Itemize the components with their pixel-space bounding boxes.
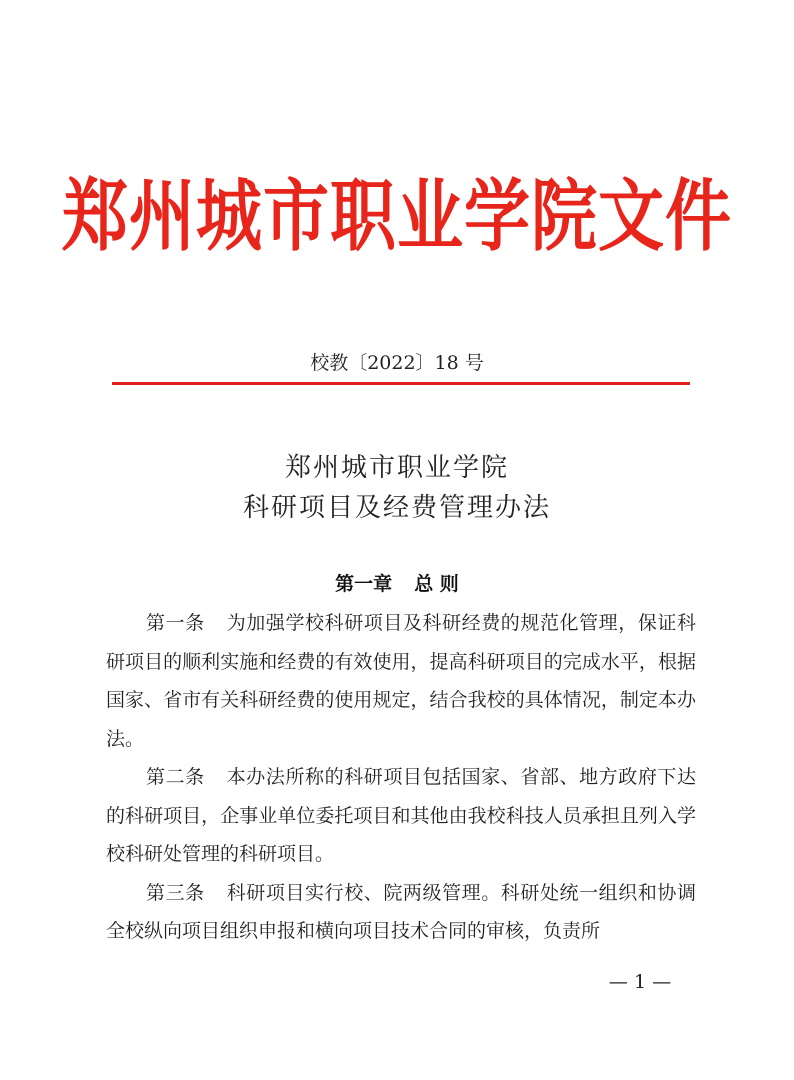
body-text bbox=[106, 604, 696, 951]
title-line-regulation: 科研项目及经费管理办法 bbox=[242, 493, 551, 523]
chapter-name: 总 则 bbox=[414, 573, 459, 595]
article-3 bbox=[106, 874, 696, 951]
article-1 bbox=[106, 604, 696, 758]
article-text: 科研项目实行校、院两级管理。科研处统一组织和协调全校纵向项目组织申报和横向项目技术合同的审核，负责所 bbox=[106, 881, 696, 942]
masthead-title: 郑州城市职业学院文件 bbox=[62, 171, 732, 263]
article-text: 为加强学校科研项目及科研经费的规范化管理，保证科研项目的顺利实施和经费的有效使用，提高科研项目的完成水平，根据国家、省市有关科研经费的使用规定，结合我校的具体情况，制定本办法。 bbox=[106, 612, 696, 750]
page-number: — 1 — bbox=[608, 971, 672, 993]
article-label: 第三条 bbox=[146, 881, 205, 904]
chapter-heading bbox=[0, 570, 794, 598]
article-label: 第二条 bbox=[146, 766, 205, 788]
article-text: 本办法所称的科研项目包括国家、省部、地方政府下达的科研项目，企事业单位委托项目和其他由我校科技人员承担且列入学校科研处管理的科研项目。 bbox=[106, 766, 696, 865]
red-divider-line bbox=[112, 382, 690, 385]
article-label: 第一条 bbox=[146, 612, 205, 634]
document-number: 校教〔2022〕18 号 bbox=[310, 352, 484, 374]
chapter-number: 第一章 bbox=[335, 573, 393, 595]
article-2 bbox=[106, 758, 696, 874]
title-line-institution: 郑州城市职业学院 bbox=[284, 453, 509, 483]
